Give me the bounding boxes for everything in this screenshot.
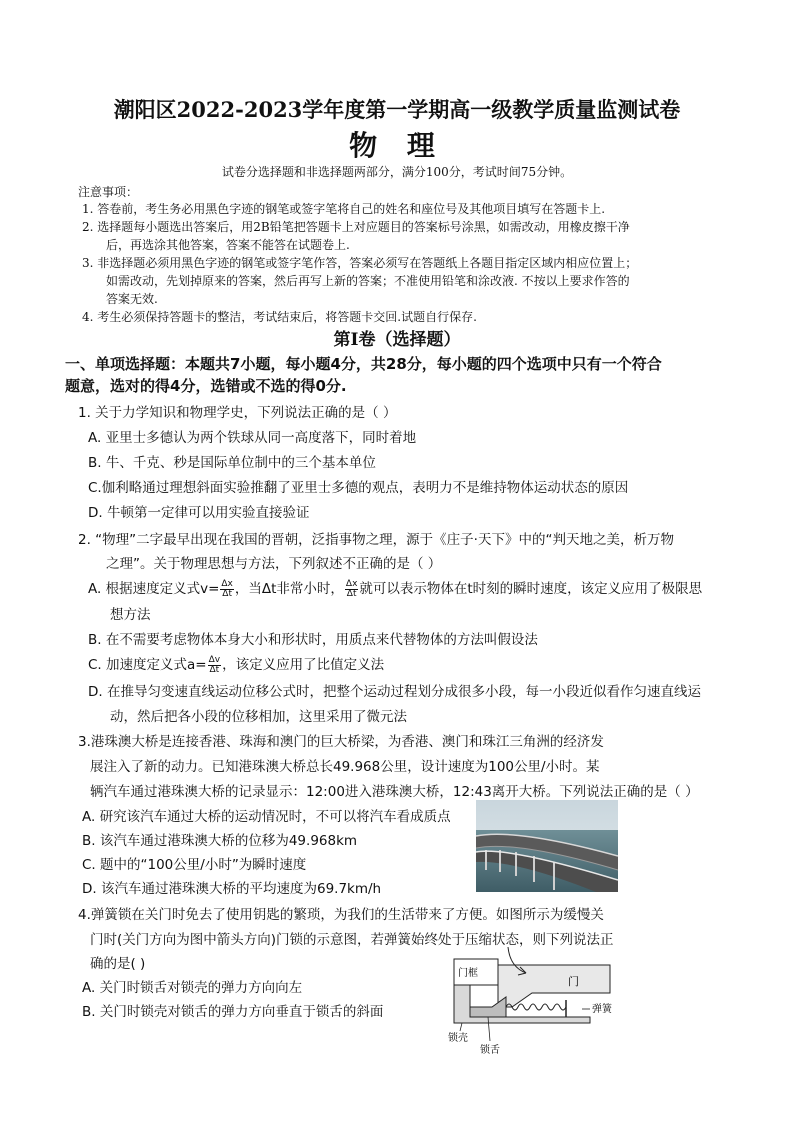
question-stem: 辆汽车通过港珠澳大桥的记录显示：12:00进入港珠澳大桥，12:43离开大桥。下列说法正确的是（ ） xyxy=(90,784,699,800)
option-b: B. 牛、千克、秒是国际单位制中的三个基本单位 xyxy=(88,455,376,471)
subject-title: 物 理 xyxy=(349,129,445,162)
question-stem: 门时(关门方向为图中箭头方向)门锁的示意图，若弹簧始终处于压缩状态，则下列说法正 xyxy=(90,932,614,948)
notice-item: 3. 非选择题必须用黑色字迹的钢笔或签字笔作答，答案必须写在答题纸上各题目指定区域内相应位置上； xyxy=(82,256,638,270)
section-heading-line2: 题意，选对的得4分，选错或不选的得0分. xyxy=(65,377,347,395)
notice-item: 答案无效. xyxy=(106,292,158,306)
option-d: D. 牛顿第一定律可以用实验直接验证 xyxy=(88,505,310,521)
question-stem: 1. 关于力学知识和物理学史，下列说法正确的是（ ） xyxy=(78,405,397,421)
fraction: $\frac{\Delta x}{\Delta t}$ xyxy=(221,578,233,599)
option-d: D. 该汽车通过港珠澳大桥的平均速度为69.7km/h xyxy=(82,881,382,897)
question-stem: 确的是( ) xyxy=(90,956,146,972)
question-stem: 展注入了新的动力。已知港珠澳大桥总长49.968公里，设计速度为100公里/小时。某 xyxy=(90,759,600,775)
question-stem: 3.港珠澳大桥是连接香港、珠海和澳门的巨大桥梁，为香港、澳门和珠江三角洲的经济发 xyxy=(78,734,604,750)
label-lock-shell: 锁壳 xyxy=(448,1033,468,1044)
option-a: A. 亚里士多德认为两个铁球从同一高度落下，同时着地 xyxy=(88,430,417,446)
label-spring: 弹簧 xyxy=(592,1004,612,1015)
door-body xyxy=(498,965,610,1007)
question-stem: 之理”。关于物理思想与方法，下列叙述不正确的是（ ） xyxy=(106,556,442,572)
bridge-photo xyxy=(476,800,618,892)
option-b: B. 关门时锁壳对锁舌的弹力方向垂直于锁舌的斜面 xyxy=(82,1004,384,1020)
notice-heading: 注意事项： xyxy=(78,185,139,199)
fraction: $\frac{\Delta x}{\Delta t}$ xyxy=(345,578,358,599)
fraction: $\frac{\Delta v}{\Delta t}$ xyxy=(208,654,221,675)
notice-item: 2. 选择题每小题选出答案后，用2B铅笔把答题卡上对应题目的答案标号涂黑，如需改动，用橡皮擦干净 xyxy=(82,220,630,234)
label-door: 门 xyxy=(568,975,579,988)
label-door-frame: 门框 xyxy=(458,968,478,979)
notice-item: 4. 考生必须保持答题卡的整洁，考试结束后，将答题卡交回.试题自行保存. xyxy=(82,310,477,324)
option-a: A. 研究该汽车通过大桥的运动情况时，不可以将汽车看成质点 xyxy=(82,809,451,825)
option-a: A. 根据速度定义式v= $\frac{\Delta x}{\Delta t}$ ，当Δt非常小时， $\frac{\Delta x}{\Delta t}$ 就可以表示物体在t时刻的瞬时速度，该定义应用了极限思 xyxy=(88,578,703,599)
option-b: B. 该汽车通过港珠澳大桥的位移为49.968km xyxy=(82,833,358,849)
section-heading-line1: 一、单项选择题：本题共7小题，每小题4分，共28分，每小题的四个选项中只有一个符合 xyxy=(65,355,662,373)
option-a-cont: 想方法 xyxy=(110,607,151,623)
label-lock-tongue: 锁舌 xyxy=(480,1045,500,1056)
part-heading: 第Ⅰ卷（选择题） xyxy=(333,330,461,350)
option-b: B. 在不需要考虑物体本身大小和形状时，用质点来代替物体的方法叫假设法 xyxy=(88,632,538,648)
option-c: C. 加速度定义式a= $\frac{\Delta v}{\Delta t}$ ，该定义应用了比值定义法 xyxy=(88,654,385,675)
exam-title: 潮阳区2022-2023学年度第一学期高一级教学质量监测试卷 xyxy=(113,97,681,122)
option-a: A. 关门时锁舌对锁壳的弹力方向向左 xyxy=(82,980,303,996)
option-d-cont: 动，然后把各小段的位移相加，这里采用了微元法 xyxy=(110,709,407,725)
notice-item: 1. 答卷前，考生务必用黑色字迹的钢笔或签字笔将自己的姓名和座位号及其他项目填写在答题卡上. xyxy=(82,202,606,216)
notice-item: 后，再选涂其他答案，答案不能答在试题卷上. xyxy=(106,238,350,252)
question-stem: 4.弹簧锁在关门时免去了使用钥匙的繁琐，为我们的生活带来了方便。如图所示为缓慢关 xyxy=(78,907,604,923)
exam-subtitle: 试卷分选择题和非选择题两部分，满分100分，考试时间75分钟。 xyxy=(221,165,573,179)
option-d: D. 在推导匀变速直线运动位移公式时，把整个运动过程划分成很多小段，每一小段近似看作匀速直线运 xyxy=(88,684,701,700)
lock-diagram xyxy=(440,945,620,1060)
option-c: C.伽利略通过理想斜面实验推翻了亚里士多德的观点，表明力不是维持物体运动状态的原因 xyxy=(88,480,629,496)
option-c: C. 题中的“100公里/小时”为瞬时速度 xyxy=(82,857,307,873)
question-stem: 2. “物理”二字最早出现在我国的晋朝，泛指事物之理，源于《庄子·天下》中的“判天地之美，析万物 xyxy=(78,532,674,548)
notice-item: 如需改动，先划掉原来的答案，然后再写上新的答案；不准使用铅笔和涂改液. 不按以上要求作答的 xyxy=(106,274,630,288)
